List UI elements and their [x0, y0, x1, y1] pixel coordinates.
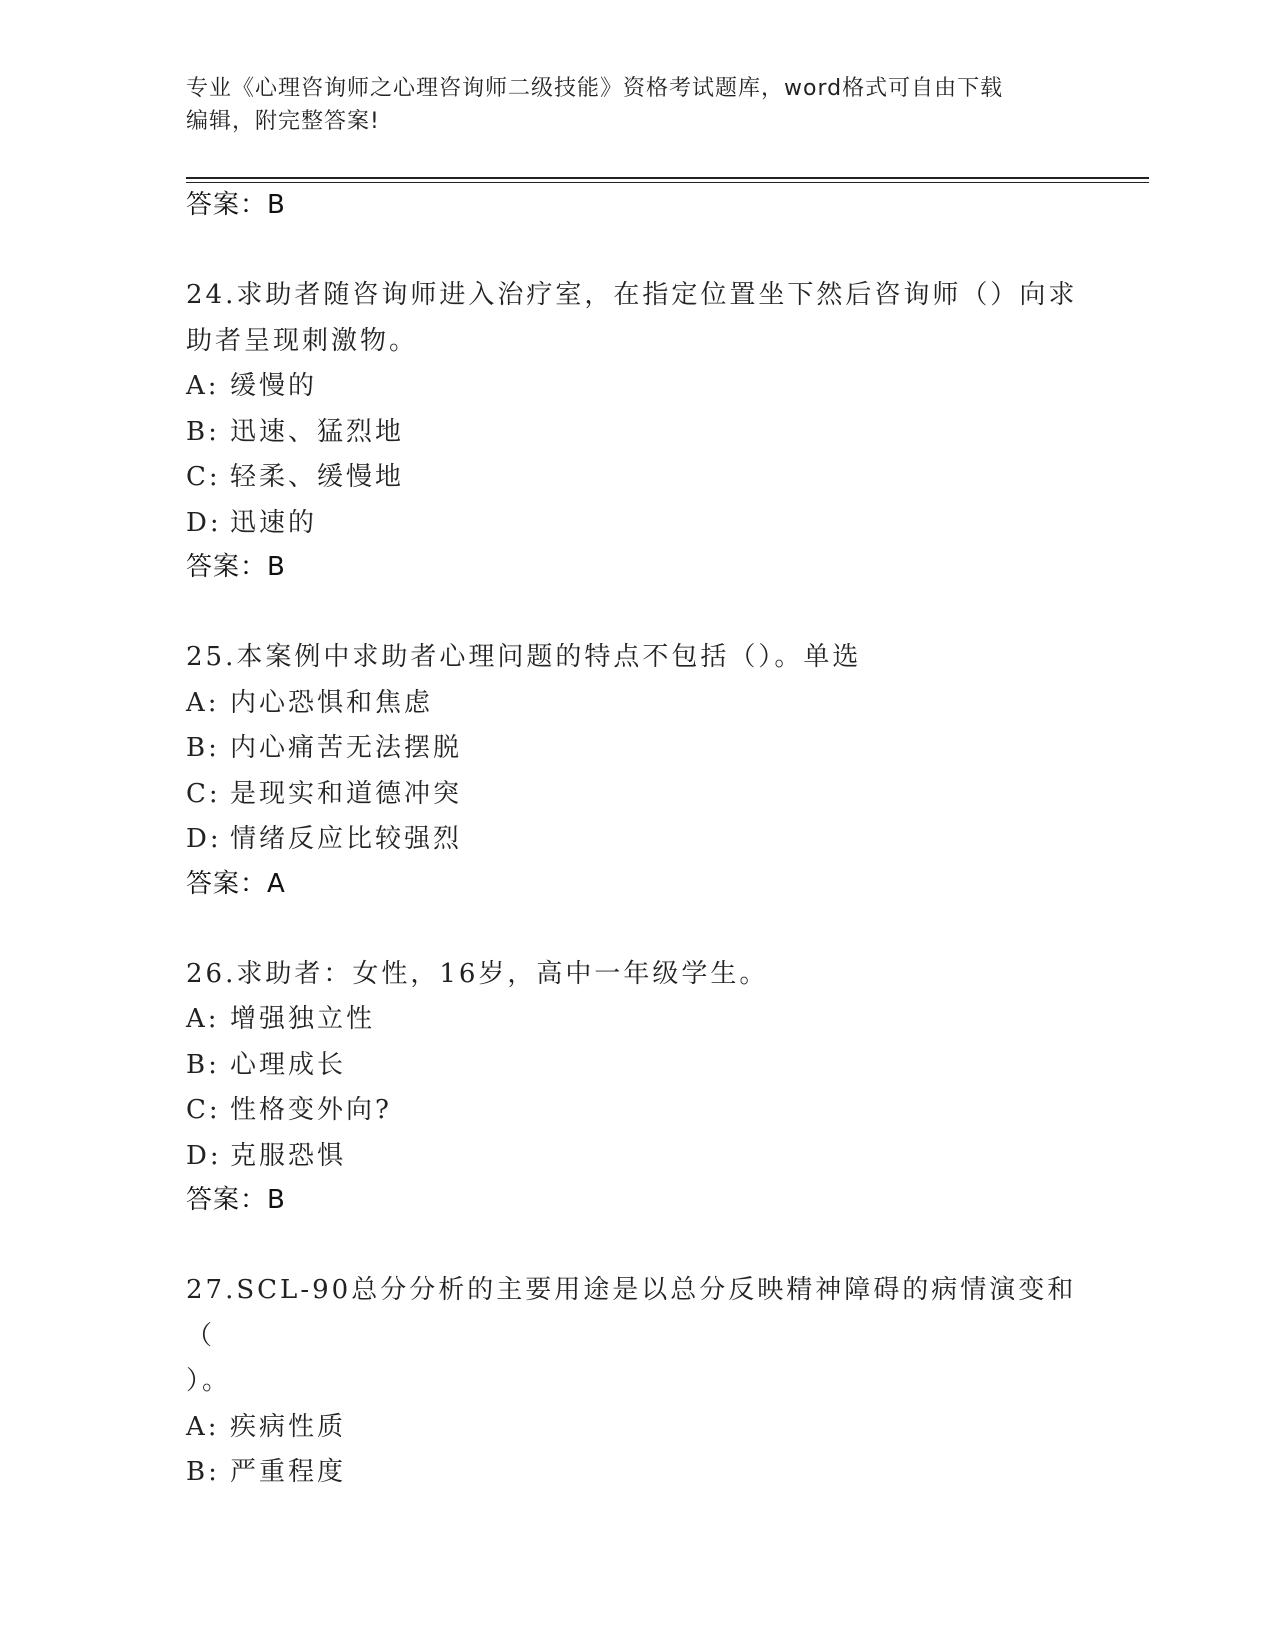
option-letter: A:: [186, 371, 220, 401]
question-25: [186, 635, 1086, 899]
option-text: 克服恐惧: [230, 1140, 347, 1171]
option-d: [186, 817, 1086, 863]
option-text: 疾病性质: [230, 1411, 347, 1442]
option-letter: A:: [186, 687, 220, 718]
question-26: [186, 952, 1086, 1216]
header-line-2: 编辑，附完整答案!: [186, 109, 380, 134]
answer: 答案：A: [186, 868, 286, 899]
option-text: 缓慢的: [230, 371, 318, 401]
option-letter: B:: [186, 1457, 220, 1487]
option-text: 迅速、猛烈地: [230, 416, 405, 447]
question-stem: [186, 273, 1086, 364]
page-header: [186, 72, 1086, 138]
question-stem: [186, 1268, 1086, 1405]
question-stem-line: 24.求助者随咨询师进入治疗室，在指定位置坐下然后咨询师（）向求: [186, 280, 1078, 310]
option-text: 性格变外向?: [230, 1095, 392, 1125]
question-stem-line: 27.SCL-90总分分析的主要用途是以总分反映精神障碍的病情演变和（: [186, 1275, 1077, 1351]
option-a: [186, 1405, 1086, 1451]
option-letter: C:: [186, 462, 221, 492]
header-divider-thick: [186, 177, 1149, 179]
option-letter: B:: [186, 416, 220, 447]
option-d: [186, 501, 1086, 547]
question-stem: [186, 952, 1086, 998]
question-stem-line: 25.本案例中求助者心理问题的特点不包括（）。单选: [186, 642, 862, 672]
option-text: 严重程度: [230, 1457, 347, 1487]
option-a: [186, 997, 1086, 1043]
option-text: 增强独立性: [230, 1004, 376, 1034]
option-text: 是现实和道德冲突: [230, 778, 463, 809]
option-letter: C:: [186, 778, 221, 809]
option-text: 迅速的: [230, 507, 318, 538]
option-b: [186, 726, 1086, 772]
option-c: [186, 455, 1086, 501]
question-list: [186, 190, 1086, 1496]
option-a: [186, 364, 1086, 410]
question-stem-line: ）。: [186, 1366, 232, 1396]
option-c: [186, 1088, 1086, 1134]
option-letter: D:: [186, 507, 222, 538]
option-text: 内心恐惧和焦虑: [230, 687, 434, 718]
option-d: [186, 1134, 1086, 1180]
question-27: [186, 1268, 1086, 1496]
option-text: 情绪反应比较强烈: [230, 824, 463, 854]
header-line-1: 专业《心理咨询师之心理咨询师二级技能》资格考试题库，word格式可自由下载: [186, 76, 1004, 101]
option-c: [186, 772, 1086, 818]
option-text: 轻柔、缓慢地: [230, 462, 405, 492]
option-a: [186, 681, 1086, 727]
option-letter: C:: [186, 1095, 221, 1125]
option-letter: B:: [186, 733, 220, 763]
option-letter: B:: [186, 1049, 220, 1080]
answer: 答案：B: [186, 552, 286, 582]
option-text: 心理成长: [230, 1049, 347, 1080]
option-letter: A:: [186, 1004, 220, 1034]
question-stem: [186, 635, 1086, 681]
option-letter: D:: [186, 824, 222, 854]
option-b: [186, 410, 1086, 456]
answer: 答案：B: [186, 1185, 286, 1215]
option-b: [186, 1043, 1086, 1089]
option-letter: D:: [186, 1140, 222, 1171]
option-b: [186, 1450, 1086, 1496]
question-24: [186, 273, 1086, 582]
option-letter: A:: [186, 1411, 220, 1442]
previous-answer: 答案：B: [186, 190, 286, 220]
question-stem-line: 助者呈现刺激物。: [186, 325, 419, 356]
question-stem-line: 26.求助者：女性，16岁，高中一年级学生。: [186, 958, 769, 989]
header-divider-thin: [186, 182, 1149, 183]
option-text: 内心痛苦无法摆脱: [230, 733, 463, 763]
